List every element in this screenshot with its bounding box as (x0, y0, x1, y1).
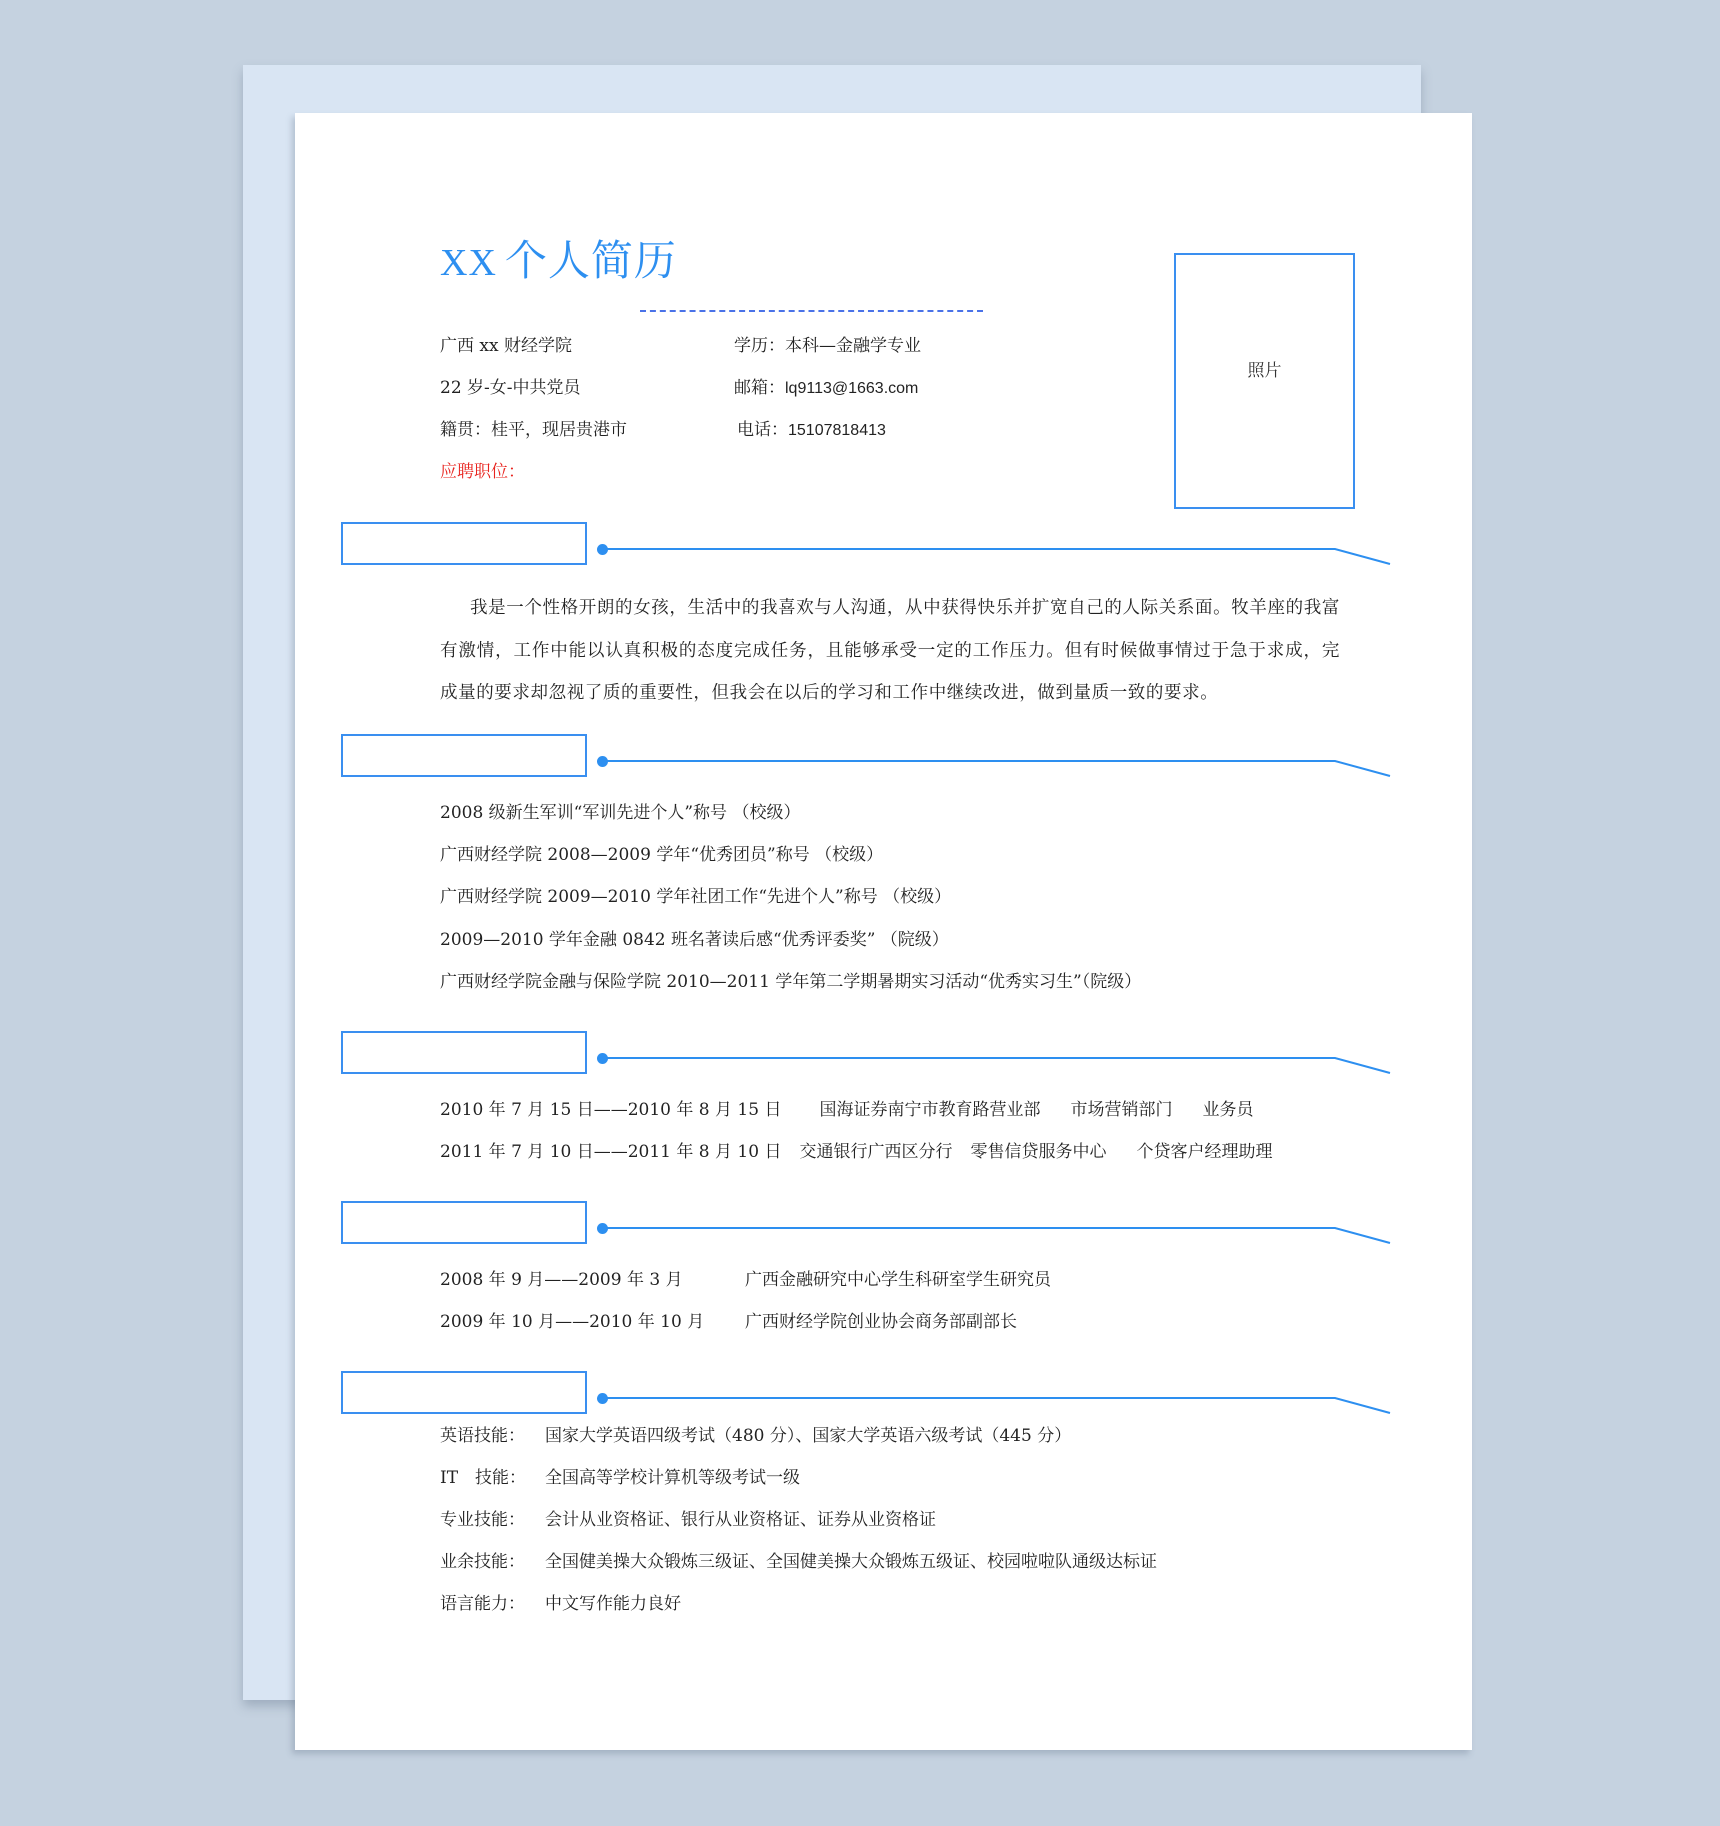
email-value: lq9113@1663.com (785, 380, 919, 397)
skill-row (440, 1509, 936, 1531)
campus-row (440, 1269, 1051, 1291)
experience-period: 2010 年 7 月 15 日——2010 年 8 月 15 日 (440, 1100, 782, 1120)
experience-role: 业务员 (1202, 1100, 1254, 1120)
section-header-work-experience (341, 1031, 1391, 1076)
title-main: 个人简历 (504, 236, 677, 285)
experience-row (440, 1099, 1253, 1121)
info-age-gender-party: 22 岁-女-中共党员 (440, 378, 581, 398)
campus-role: 广西财经学院创业协会商务部副部长 (745, 1312, 1017, 1332)
phone-value: 15107818413 (788, 422, 886, 439)
honor-item: 广西财经学院金融与保险学院 2010—2011 学年第二学期暑期实习活动“优秀实习生”（院级） (440, 972, 1142, 992)
email-label: 邮箱： (734, 378, 785, 398)
section-title-box (341, 522, 587, 565)
skill-row (440, 1551, 1157, 1573)
skill-label: 语言能力： (440, 1594, 525, 1614)
honor-item: 2009—2010 学年金融 0842 班名著读后感“优秀评委奖” （院级） (440, 930, 949, 950)
campus-period: 2009 年 10 月——2010 年 10 月 (440, 1312, 705, 1332)
section-connector-line (603, 1057, 1393, 1077)
section-header-skills (341, 1371, 1391, 1416)
skill-row (440, 1467, 800, 1489)
resume-title (440, 228, 677, 288)
section-connector-line (603, 548, 1393, 568)
info-school: 广西 xx 财经学院 (440, 336, 572, 356)
experience-row (440, 1141, 1272, 1163)
honor-item: 广西财经学院 2008—2009 学年“优秀团员”称号 （校级） (440, 845, 884, 865)
section-connector-line (603, 760, 1393, 780)
skill-row (440, 1593, 681, 1615)
honor-item: 2008 级新生军训“军训先进个人”称号 （校级） (440, 803, 801, 823)
campus-row (440, 1311, 1017, 1333)
campus-role: 广西金融研究中心学生科研室学生研究员 (745, 1270, 1051, 1290)
experience-period: 2011 年 7 月 10 日——2011 年 8 月 10 日 (440, 1142, 782, 1162)
skill-label: 英语技能： (440, 1426, 525, 1446)
info-position-applied: 应聘职位： (440, 462, 525, 482)
info-origin: 籍贯：桂平，现居贵港市 (440, 420, 627, 440)
skill-value: 国家大学英语四级考试（480 分）、国家大学英语六级考试（445 分） (545, 1426, 1072, 1446)
photo-placeholder[interactable] (1174, 253, 1355, 509)
section-title-box (341, 1031, 587, 1074)
skill-label: 专业技能： (440, 1510, 525, 1530)
photo-label: 照片 (1247, 360, 1282, 381)
skill-value: 中文写作能力良好 (545, 1594, 681, 1614)
experience-dept: 市场营销部门 (1070, 1100, 1173, 1120)
skill-value: 全国健美操大众锻炼三级证、全国健美操大众锻炼五级证、校园啦啦队通级达标证 (545, 1552, 1157, 1572)
section-title-box (341, 1201, 587, 1244)
experience-role: 个贷客户经理助理 (1136, 1142, 1273, 1162)
skill-label: IT 技能： (440, 1468, 527, 1488)
experience-org: 交通银行广西区分行 (799, 1142, 953, 1162)
section-header-self-evaluation (341, 522, 1391, 567)
education-label: 学历： (734, 336, 785, 356)
honor-item: 广西财经学院 2009—2010 学年社团工作“先进个人”称号 （校级） (440, 887, 952, 907)
title-dashed-divider (640, 310, 983, 312)
info-phone (737, 419, 886, 442)
campus-period: 2008 年 9 月——2009 年 3 月 (440, 1270, 683, 1290)
experience-org: 国海证券南宁市教育路营业部 (819, 1100, 1041, 1120)
self-evaluation-text: 我是一个性格开朗的女孩，生活中的我喜欢与人沟通，从中获得快乐并扩宽自己的人际关系面。牧羊座的我富有激情，工作中能以认真积极的态度完成任务，且能够承受一定的工作压力。但有时候做事情过于急于求成，完成量的要求却忽视了质的重要性，但我会在以后的学习和工作中继续改进，做到量质一致的要求。 (440, 598, 1340, 703)
section-header-honors (341, 734, 1391, 779)
skill-value: 会计从业资格证、银行从业资格证、证券从业资格证 (545, 1510, 936, 1530)
info-education (734, 335, 921, 357)
skill-value: 全国高等学校计算机等级考试一级 (545, 1468, 800, 1488)
skill-label: 业余技能： (440, 1552, 525, 1572)
section-title-box (341, 1371, 587, 1414)
section-title-box (341, 734, 587, 777)
section-header-campus-activities (341, 1201, 1391, 1246)
phone-label: 电话： (737, 420, 788, 440)
title-prefix: XX (440, 242, 497, 284)
experience-dept: 零售信贷服务中心 (970, 1142, 1107, 1162)
education-value: 本科—金融学专业 (785, 336, 921, 356)
info-email (734, 377, 918, 400)
skill-row (440, 1425, 1071, 1447)
section-connector-line (603, 1397, 1393, 1417)
section-connector-line (603, 1227, 1393, 1247)
